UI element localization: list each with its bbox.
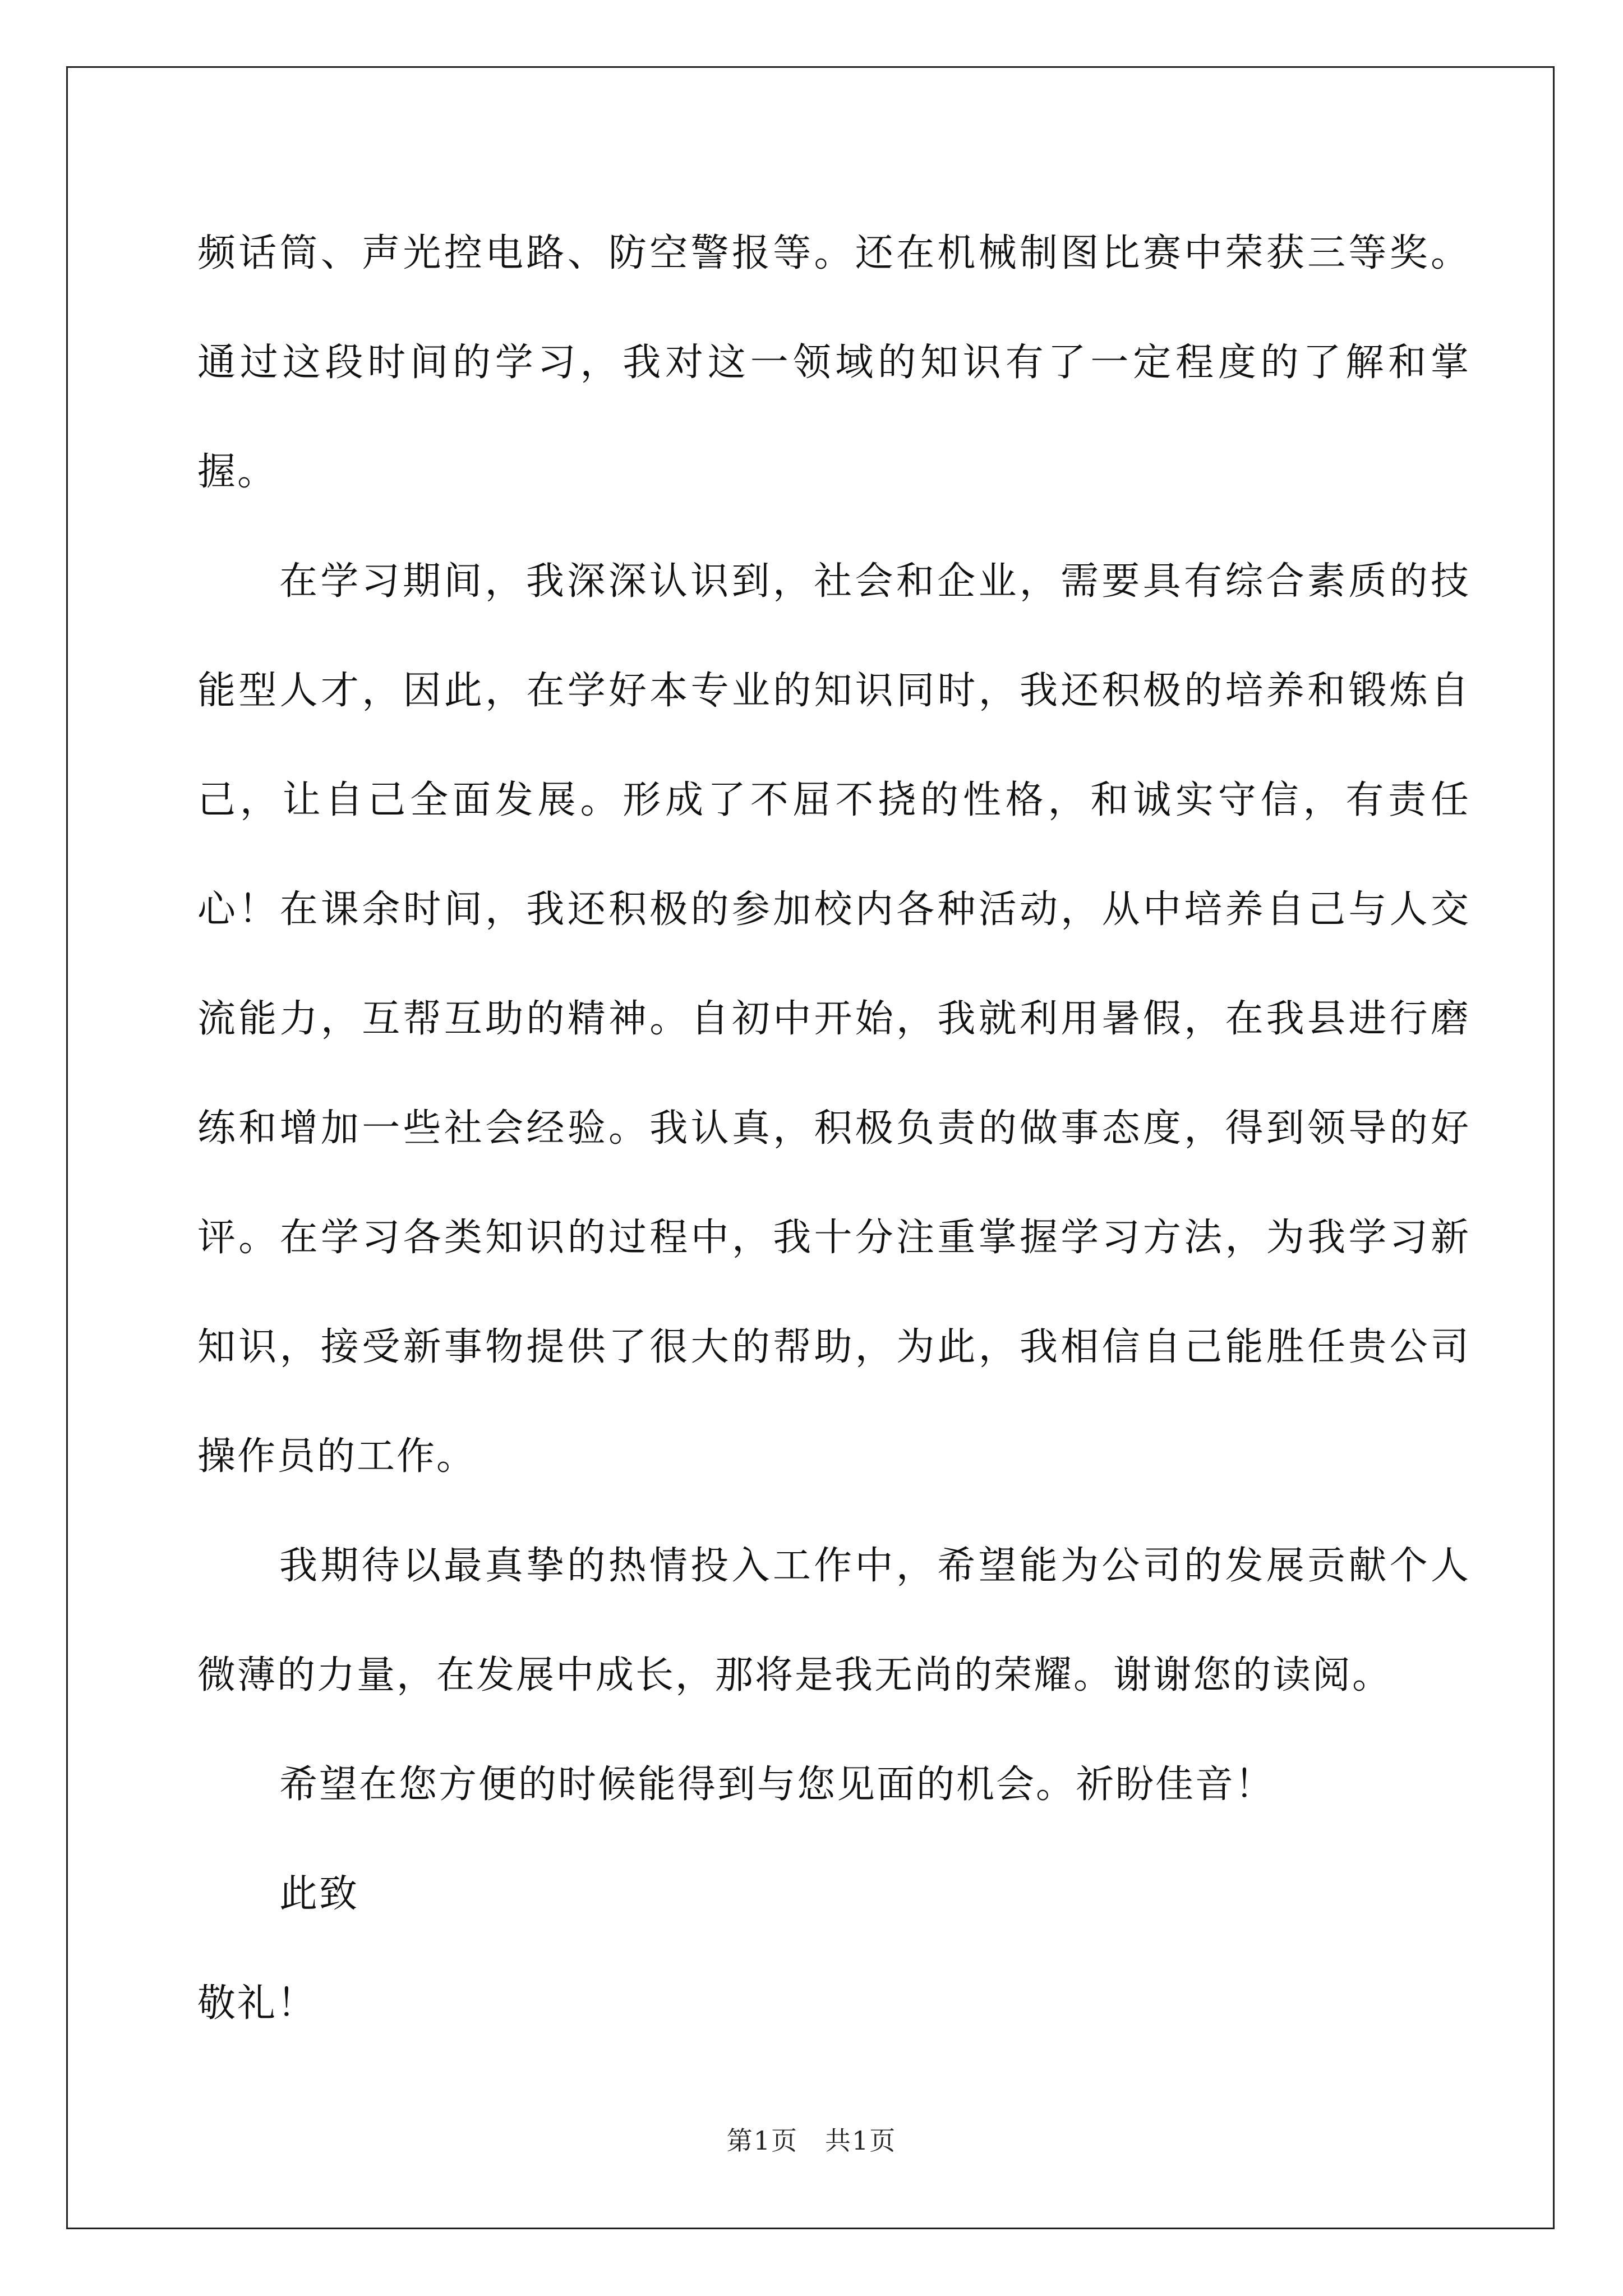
page-number-footer: 第1页 共1页 bbox=[726, 2125, 897, 2156]
paragraph-1: 频话筒、声光控电路、防空警报等。还在机械制图比赛中荣获三等奖。通过这段时间的学习，我对这一领域的知识有了一定程度的了解和掌握。 bbox=[197, 231, 1470, 494]
salutation: 敬礼！ bbox=[197, 1981, 317, 2026]
paragraph-4: 希望在您方便的时候能得到与您见面的机会。祈盼佳音！ bbox=[279, 1763, 1275, 1807]
paragraph-2: 在学习期间，我深深认识到，社会和企业，需要具有综合素质的技能型人才，因此，在学好本专业的知识同时，我还积极的培养和锻炼自己，让自己全面发展。形成了不屈不挠的性格，和诚实守信，有责任心！在课余时间，我还积极的参加校内各种活动，从中培养自己与人交流能力，互帮互助的精神。自初中开始，我就利用暑假，在我县进行磨练和增加一些社会经验。我认真，积极负责的做事态度，得到领导的好评。在学习各类知识的过程中，我十分注重掌握学习方法，为我学习新知识，接受新事物提供了很大的帮助，为此，我相信自己能胜任贵公司操作员的工作。 bbox=[197, 559, 1470, 1479]
paragraph-3: 我期待以最真挚的热情投入工作中，希望能为公司的发展贡献个人微薄的力量，在发展中成长，那将是我无尚的荣耀。谢谢您的读阅。 bbox=[197, 1544, 1470, 1697]
document-body bbox=[197, 199, 1470, 2058]
closing-line: 此致 bbox=[279, 1872, 359, 1916]
